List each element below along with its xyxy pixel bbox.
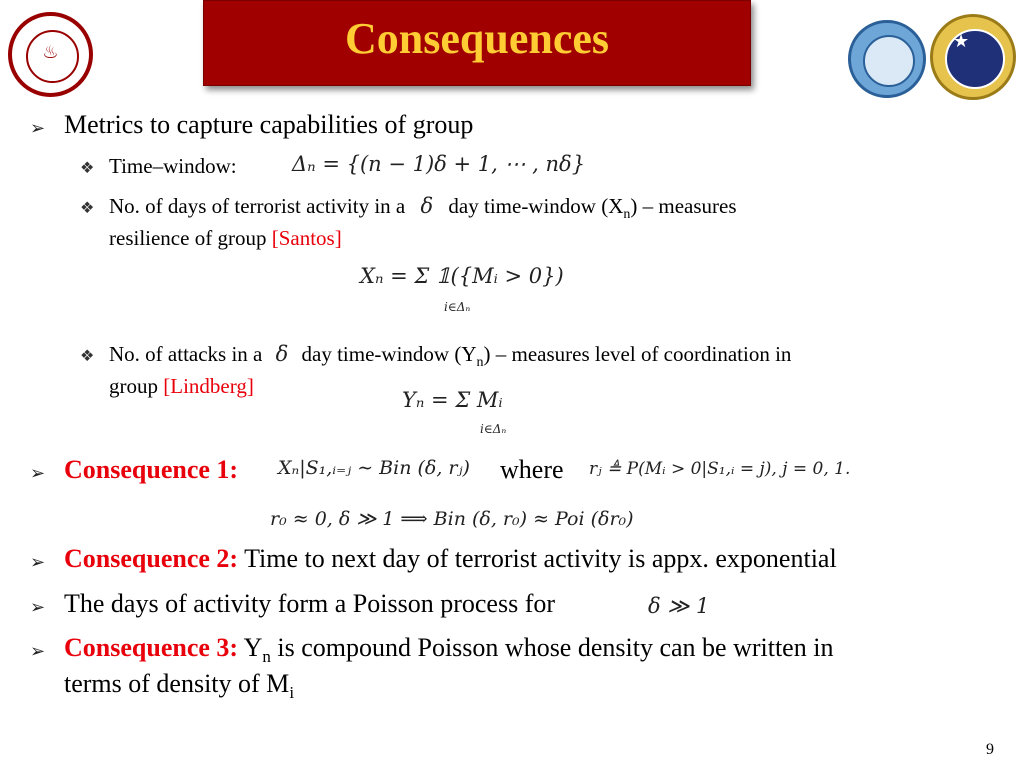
days-text-4: resilience of group — [109, 226, 267, 250]
arrow-bullet-icon: ➢ — [30, 463, 46, 483]
consequence-1-rj: rⱼ ≜ P(Mᵢ > 0|S₁,ᵢ = j), j = 0, 1. — [589, 459, 851, 479]
arrow-bullet-icon: ➢ — [30, 552, 46, 572]
title-banner — [203, 0, 751, 86]
attacks-text-line2 — [109, 374, 254, 399]
usc-seal-logo — [8, 12, 93, 97]
xn-sum-index: i∈Δₙ — [444, 300, 471, 314]
diamond-bullet-icon: ❖ — [80, 200, 95, 217]
bullet-metrics: Metrics to capture capabilities of group — [64, 110, 474, 139]
attacks-text-3: ) – measures level of coordination in — [483, 342, 792, 366]
attacks-sub: n — [476, 355, 484, 371]
attacks-text-2: day time-window (Y — [301, 342, 477, 366]
days-sub: n — [623, 207, 631, 223]
days-text-line1 — [109, 194, 737, 223]
ucla-seal-logo — [848, 20, 926, 98]
consequence-3-line1 — [64, 633, 833, 667]
consequence-3-text-3: terms of density of M — [64, 669, 290, 698]
consequence-3-line2 — [64, 669, 294, 703]
usc-lamp-icon: ♨ — [42, 42, 59, 62]
days-text-2: day time-window (X — [448, 194, 624, 218]
attacks-text-1: No. of attacks in a — [109, 342, 263, 366]
attacks-text-line1 — [109, 342, 791, 371]
attacks-text-4: group — [109, 374, 158, 398]
time-window-label: Time–window: — [109, 154, 237, 178]
yn-sum-index: i∈Δₙ — [480, 422, 507, 436]
consequence-1-label: Consequence 1: — [64, 455, 239, 484]
days-text-1: No. of days of terrorist activity in a — [109, 194, 406, 218]
consequence-3-text-2: is compound Poisson whose density can be written in — [277, 633, 834, 662]
consequence-1-formula: Xₙ|S₁,ᵢ₌ⱼ ∼ Bin (δ, rⱼ) — [278, 457, 470, 479]
diamond-bullet-icon: ❖ — [80, 160, 95, 177]
arrow-bullet-icon: ➢ — [30, 641, 46, 661]
consequence-1-where: where — [500, 455, 564, 484]
diamond-bullet-icon: ❖ — [80, 348, 95, 365]
days-text-3: ) – measures — [630, 194, 737, 218]
consequence-1-approx: r₀ ≈ 0, δ ≫ 1 ⟹ Bin (δ, r₀) ≈ Poi (δr₀) — [270, 508, 634, 530]
santos-citation: [Santos] — [271, 226, 342, 250]
consequence-3-text-1: Y — [243, 633, 263, 662]
consequence-2-label: Consequence 2: — [64, 544, 239, 573]
time-window-formula: Δₙ = {(n − 1)δ + 1, ⋯ , nδ} — [292, 152, 586, 176]
arrow-bullet-icon: ➢ — [30, 597, 46, 617]
delta-symbol: δ — [275, 342, 289, 366]
consequence-3-sub2: i — [289, 683, 295, 703]
consequence-3-sub: n — [262, 647, 271, 667]
arrow-bullet-icon: ➢ — [30, 118, 46, 138]
lindberg-citation: [Lindberg] — [163, 374, 254, 398]
yn-formula: Yₙ = Σ Mᵢ — [402, 388, 503, 412]
afosr-seal-logo — [930, 14, 1016, 100]
afosr-star-icon: ★ — [953, 31, 970, 51]
delta-symbol: δ — [420, 194, 434, 218]
ucla-seal-inner — [863, 35, 915, 87]
consequence-3-label: Consequence 3: — [64, 633, 239, 662]
xn-formula: Xₙ = Σ 𝟙({Mᵢ > 0}) — [360, 264, 564, 288]
poisson-text: The days of activity form a Poisson process for — [64, 589, 556, 618]
consequence-2-text: Time to next day of terrorist activity is appx. exponential — [244, 544, 837, 573]
slide-title: Consequences — [344, 14, 610, 63]
poisson-formula: δ ≫ 1 — [648, 594, 710, 618]
page-number: 9 — [986, 741, 994, 758]
days-text-line2 — [109, 226, 342, 251]
consequence-2-line — [64, 544, 837, 574]
